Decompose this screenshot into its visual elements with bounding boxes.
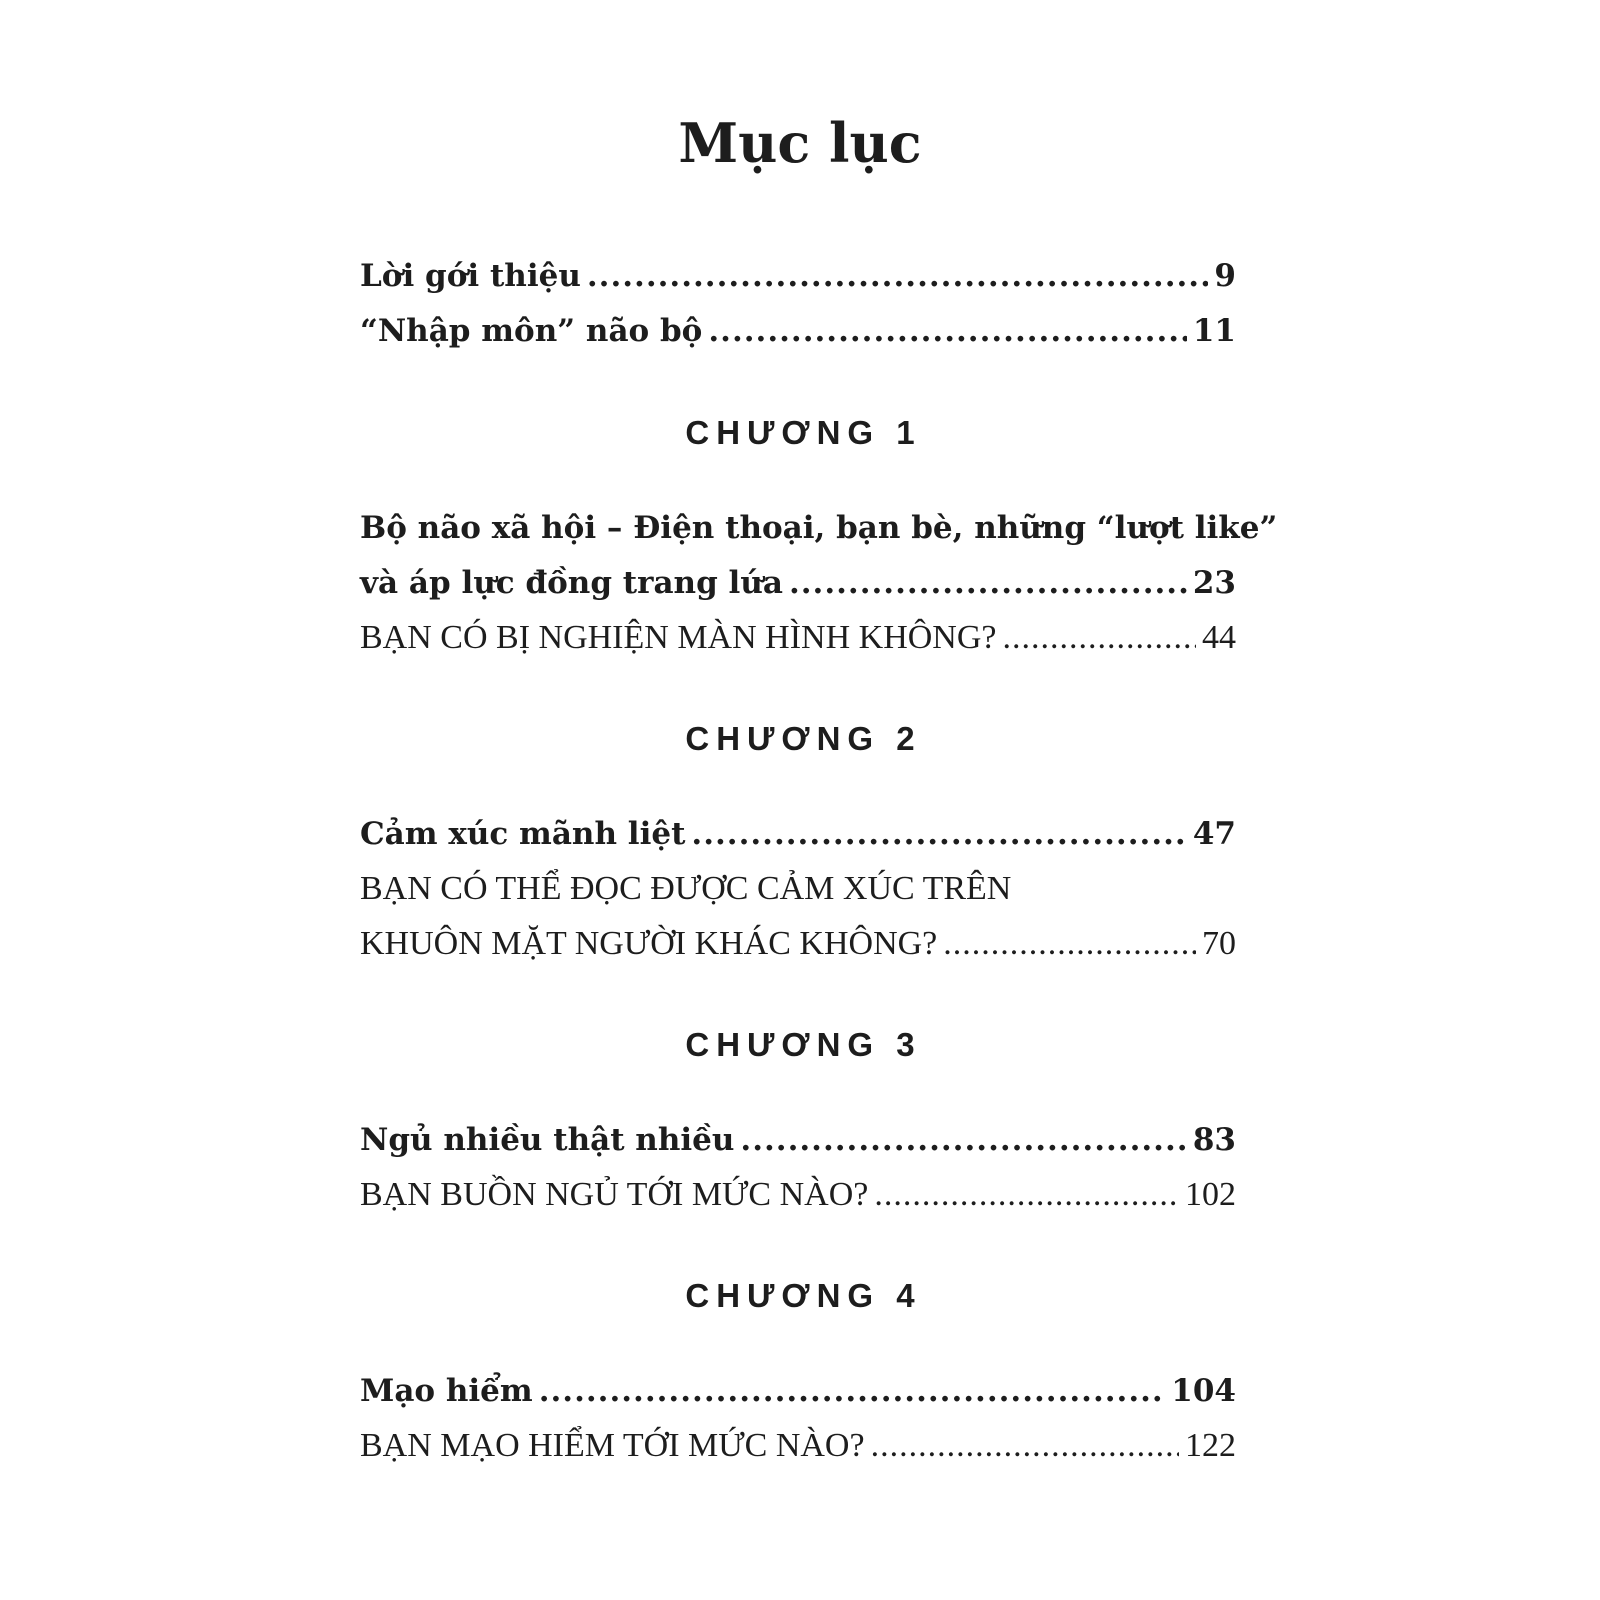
toc-entry-ch4-quiz[interactable] — [360, 1418, 1236, 1474]
toc-entry-intro[interactable] — [360, 248, 1236, 304]
dot-leader — [740, 1112, 1186, 1168]
dot-leader — [943, 916, 1196, 972]
chapter-heading-2: CHƯƠNG 2 — [685, 720, 922, 757]
dot-leader — [708, 303, 1187, 359]
toc-entry-title: BẠN CÓ BỊ NGHIỆN MÀN HÌNH KHÔNG? — [360, 619, 997, 656]
toc-entry-ch1-quiz[interactable] — [360, 610, 1236, 666]
toc-page-number: 9 — [1214, 258, 1236, 294]
toc-entry-ch2-quiz-line2[interactable] — [360, 916, 1236, 972]
toc-entry-title: BẠN BUỒN NGỦ TỚI MỨC NÀO? — [360, 1176, 869, 1213]
toc-entry-title: Cảm xúc mãnh liệt — [360, 816, 686, 852]
dot-leader — [874, 1167, 1179, 1223]
chapter-heading-4: CHƯƠNG 4 — [685, 1277, 922, 1314]
toc-entry-title: Ngủ nhiều thật nhiều — [360, 1122, 735, 1158]
toc-entry-title: “Nhập môn” não bộ — [360, 313, 703, 349]
toc-page-number: 83 — [1192, 1122, 1236, 1158]
toc-entry-title: BẠN CÓ THỂ ĐỌC ĐƯỢC CẢM XÚC TRÊN — [360, 870, 1012, 907]
toc-page-number: 102 — [1185, 1176, 1236, 1213]
toc-entry-ch2-title[interactable] — [360, 806, 1236, 862]
dot-leader — [587, 248, 1209, 304]
toc-entry-title: Lời gới thiệu — [360, 258, 581, 294]
toc-entry-title: Mạo hiểm — [360, 1373, 533, 1409]
toc-page-number: 11 — [1192, 313, 1236, 349]
dot-leader — [789, 555, 1187, 611]
toc-entry-ch1-title-line1[interactable] — [360, 500, 1278, 556]
toc-page-number: 104 — [1171, 1373, 1236, 1409]
toc-page-number: 47 — [1192, 816, 1236, 852]
toc-entry-title: KHUÔN MẶT NGƯỜI KHÁC KHÔNG? — [360, 925, 938, 962]
dot-leader — [691, 806, 1186, 862]
toc-entry-ch3-title[interactable] — [360, 1112, 1236, 1168]
chapter-heading-3: CHƯƠNG 3 — [685, 1026, 922, 1063]
toc-page-number: 23 — [1192, 565, 1236, 601]
page-title: Mục lục — [678, 111, 922, 175]
toc-entry-title: BẠN MẠO HIỂM TỚI MỨC NÀO? — [360, 1427, 865, 1464]
chapter-heading-1: CHƯƠNG 1 — [685, 414, 922, 451]
dot-leader — [539, 1363, 1166, 1419]
toc-entry-ch2-quiz-line1[interactable] — [360, 861, 1236, 917]
toc-entry-brain-intro[interactable] — [360, 303, 1236, 359]
toc-page-number: 44 — [1202, 619, 1236, 656]
toc-entry-title: và áp lực đồng trang lứa — [360, 565, 783, 601]
toc-entry-ch1-title-line2[interactable] — [360, 555, 1236, 611]
toc-page-number: 122 — [1185, 1427, 1236, 1464]
dot-leader — [1003, 610, 1196, 666]
toc-entry-ch4-title[interactable] — [360, 1363, 1236, 1419]
toc-entry-title: Bộ não xã hội – Điện thoại, bạn bè, những “lượt like” — [360, 510, 1278, 546]
toc-entry-ch3-quiz[interactable] — [360, 1167, 1236, 1223]
toc-page-number: 70 — [1202, 925, 1236, 962]
dot-leader — [871, 1418, 1179, 1474]
